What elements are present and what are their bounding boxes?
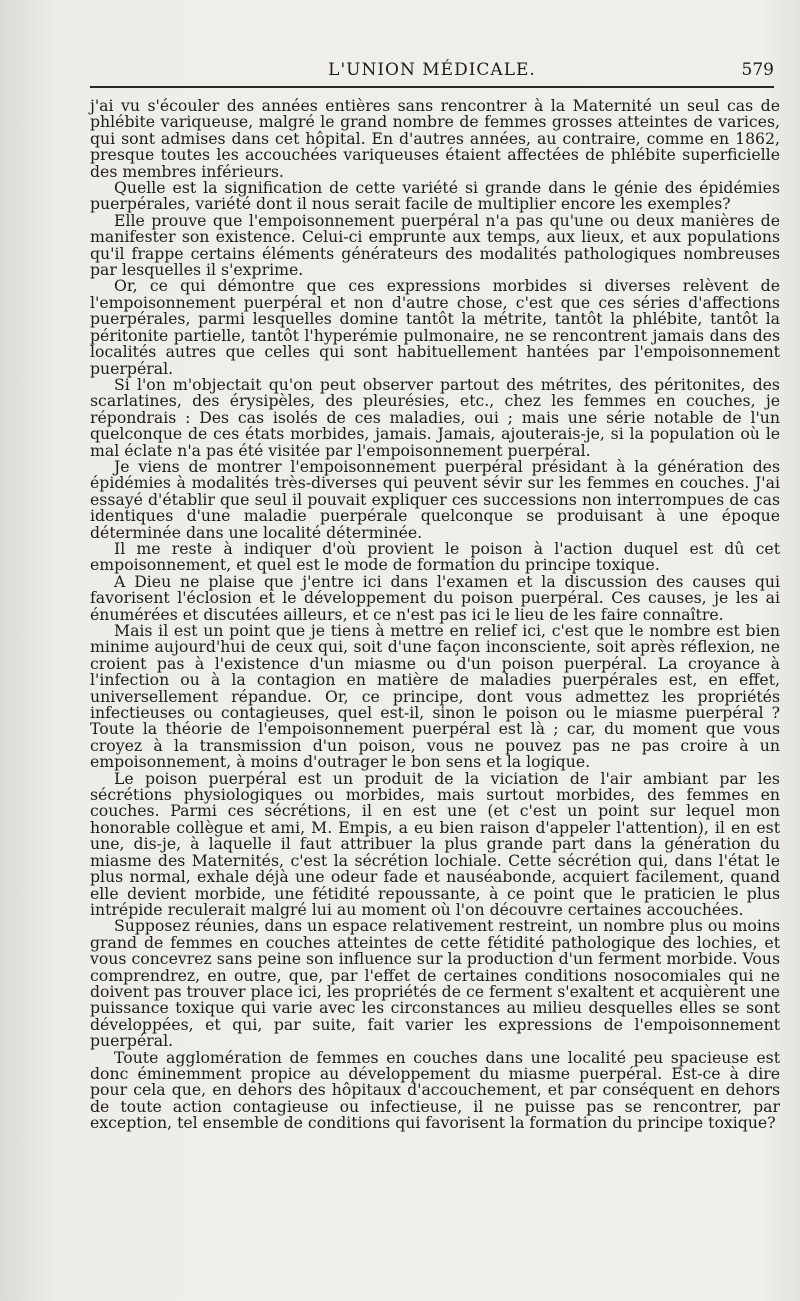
paragraph: Si l'on m'objectait qu'on peut observer partout des métrites, des péritonites, des scarlatines, des érysipèles, des pleurésies, etc., chez les femmes en couches, je répondrais : Des cas isolés de ces maladies, oui ; mais une série notable de l'un quelconque de ces états morbides, jamais. Jamais, ajouterais-je, si la population où le mal éclate n'a pas été visitée par l'empoisonnement puerpéral.: [90, 374, 780, 460]
paragraph: Elle prouve que l'empoisonnement puerpéral n'a pas qu'une ou deux manières de manifester son existence. Celui-ci emprunte aux temps, aux lieux, et aux populations qu'il frappe certains éléments générateurs des modalités pathologiques nombreuses par lesquelles il s'exprime.: [90, 210, 780, 280]
running-title: L'UNION MÉDICALE.: [328, 60, 536, 80]
body-text: [90, 98, 780, 1132]
paragraph: Or, ce qui démontre que ces expressions morbides si diverses relèvent de l'empoisonnement puerpéral et non d'autre chose, c'est que ces séries d'affections puerpérales, parmi lesquelles domine tantôt la métrite, tantôt la phlébite, tantôt la péritonite partielle, tantôt l'hyperémie pulmonaire, ne se rencontrent jamais dans des localités autres que celles qui sont habituellement hantées par l'empoisonnement puerpéral.: [90, 276, 780, 378]
page-header: [90, 56, 774, 88]
paragraph: Il me reste à indiquer d'où provient le poison à l'action duquel est dû cet empoisonnement, et quel est le mode de formation du principe toxique.: [90, 538, 780, 575]
paragraph: j'ai vu s'écouler des années entières sans rencontrer à la Maternité un seul cas de phlébite variqueuse, malgré le grand nombre de femmes grosses atteintes de varices, qui sont admises dans cet hôpital. En d'autres années, au contraire, comme en 1862, presque toutes les accouchées variqueuses étaient affectées de phlébite superficielle des membres inférieurs.: [90, 96, 780, 181]
paragraph: Toute agglomération de femmes en couches dans une localité peu spacieuse est donc éminemment propice au développement du miasme puerpéral. Est-ce à dire pour cela que, en dehors des hôpitaux d'accouchement, et par conséquent en dehors de toute action contagieuse ou infectieuse, il ne puisse pas se rencontrer, par exception, tel ensemble de conditions qui favorisent la formation du principe toxique?: [90, 1047, 780, 1133]
paragraph: Le poison puerpéral est un produit de la viciation de l'air ambiant par les sécrétions physiologiques ou morbides, mais surtout morbides, des femmes en couches. Parmi ces sécrétions, il en est une (et c'est un point sur lequel mon honorable collègue et ami, M. Empis, a eu bien raison d'appeler l'attention), il en est une, dis-je, à laquelle il faut attribuer la plus grande part dans la génération du miasme des Maternités, c'est la sécrétion lochiale. Cette sécrétion qui, dans l'état le plus normal, exhale déjà une odeur fade et nauséabonde, acquiert facilement, quand elle devient morbide, une fétidité repoussante, à ce point que le praticien le plus intrépide reculerait malgré lui au moment où l'on découvre certaines accouchées.: [90, 768, 780, 919]
paragraph: Supposez réunies, dans un espace relativement restreint, un nombre plus ou moins grand de femmes en couches atteintes de cette fétidité pathologique des lochies, et vous concevrez sans peine son influence sur la production d'un ferment morbide. Vous comprendrez, en outre, que, par l'effet de certaines conditions nosocomiales qui ne doivent pas trouver place ici, les propriétés de ce ferment s'exaltent et acquièrent une puissance toxique qui varie avec les circonstances au milieu desquelles elles se sont développées, et qui, par suite, fait varier les expressions de l'empoisonnement puerpéral.: [90, 916, 780, 1051]
paragraph: A Dieu ne plaise que j'entre ici dans l'examen et la discussion des causes qui favorisent l'éclosion et le développement du poison puerpéral. Ces causes, je les ai énumérées et discutées ailleurs, et ce n'est pas ici le lieu de les faire connaître.: [90, 571, 780, 624]
page-number: 579: [741, 60, 774, 80]
paragraph: Mais il est un point que je tiens à mettre en relief ici, c'est que le nombre est bien minime aujourd'hui de ceux qui, soit d'une façon inconsciente, soit après réflexion, ne croient pas à l'existence d'un miasme ou d'un poison puerpéral. La croyance à l'infection ou à la contagion en matière de maladies puerpérales est, en effet, universellement répandue. Or, ce principe, dont vous admettez les propriétés infectieuses ou contagieuses, quel est-il, sinon le poison ou le miasme puerpéral ? Toute la théorie de l'empoisonnement puerpéral est là ; car, du moment que vous croyez à la transmission d'un poison, vous ne pouvez pas ne pas croire à un empoisonnement, à moins d'outrager le bon sens et la logique.: [90, 621, 780, 772]
paragraph: Je viens de montrer l'empoisonnement puerpéral présidant à la génération des épidémies à modalités très-diverses qui peuvent sévir sur les femmes en couches. J'ai essayé d'établir que seul il pouvait expliquer ces successions non interrompues de cas identiques d'une maladie puerpérale quelconque se produisant à une époque déterminée dans une localité déterminée.: [90, 456, 780, 542]
paragraph: Quelle est la signification de cette variété si grande dans le génie des épidémies puerpérales, variété dont il nous serait facile de multiplier encore les exemples?: [90, 178, 780, 214]
